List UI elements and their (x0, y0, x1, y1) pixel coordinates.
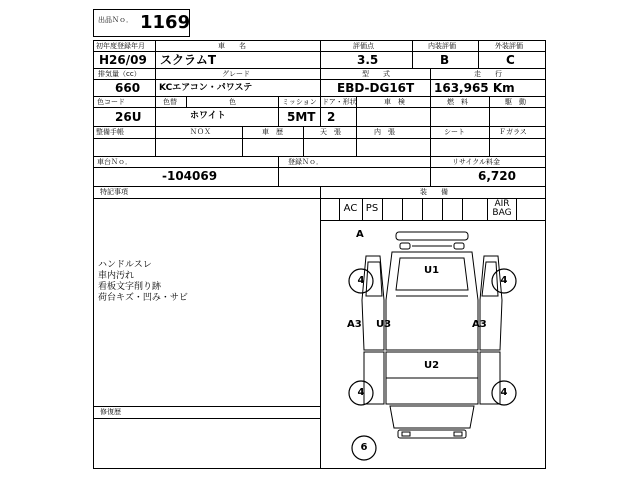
tire-rear-right-value: 4 (500, 387, 508, 398)
note-line: 荷台キズ・凹み・サビ (98, 293, 188, 303)
tire-rear-left-value: 4 (357, 387, 365, 398)
lot-number-label: 出品Ｎｏ． (98, 16, 133, 24)
nox-label: ＮＯＸ (190, 128, 211, 136)
reg-no-label: 登録Ｎｏ． (288, 158, 323, 166)
note-line: ハンドルスレ (98, 260, 152, 270)
sunroof-label: 天 張 (320, 128, 341, 136)
model-label: 車 名 (218, 42, 246, 50)
notes-label: 特記事項 (100, 188, 128, 196)
color-label: 色 (229, 98, 236, 106)
tire-front-left-value: 4 (357, 275, 365, 286)
equipment-ps: PS (365, 203, 379, 214)
grade-value: KCエアコン・パワステ (159, 83, 253, 93)
exterior-value: C (506, 53, 515, 67)
recycle-fee-label: リサイクル料金 (452, 158, 501, 166)
fuel-label: 燃 料 (447, 98, 468, 106)
spare-tire-value: 6 (360, 442, 368, 453)
score-value: 3.5 (357, 53, 379, 67)
displacement-label: 排気量（cc） (98, 70, 141, 78)
inspection-label: 車 検 (384, 98, 405, 106)
interior-label: 内装評価 (428, 42, 456, 50)
model-value: スクラムT (160, 53, 217, 67)
recycle-fee-value: 6,720 (478, 169, 516, 183)
seat-label: シート (444, 128, 465, 136)
mileage-label: 走 行 (474, 70, 502, 78)
color-value: ホワイト (190, 111, 226, 121)
note-line: 車内汚れ (98, 271, 135, 281)
grade-label: グレード (222, 70, 250, 78)
inner-label: 内 張 (374, 128, 395, 136)
equipment-ac: AC (343, 203, 358, 214)
diagram-label-u2: U2 (424, 360, 440, 371)
tire-front-right-value: 4 (500, 275, 508, 286)
equipment-airbag: AIR BAG (492, 199, 512, 218)
repair-label: 修復歴 (100, 408, 121, 416)
transmission-value: 5MT (287, 110, 316, 124)
diagram-label-a3-left: A3 (347, 319, 362, 330)
transmission-label: ミッション (282, 98, 317, 106)
exterior-label: 外装評価 (495, 42, 523, 50)
maintenance-label: 整備手帳 (96, 128, 124, 136)
first-reg-value: H26/09 (99, 53, 147, 67)
chassis-no-value: -104069 (162, 169, 218, 183)
f-glass-label: Ｆガラス (499, 128, 527, 136)
mileage-value: 163,965 Km (434, 81, 515, 95)
diagram-label-a: A (356, 229, 364, 240)
note-line: 看板文字削り跡 (98, 282, 162, 292)
type-code-label: 型 式 (362, 70, 390, 78)
interior-value: B (440, 53, 450, 67)
first-reg-label: 初年度登録年月 (96, 42, 145, 50)
diagram-label-u1: U1 (424, 265, 440, 276)
score-label: 評価点 (353, 42, 374, 50)
doors-shape-label: ドア・形状 (322, 98, 357, 106)
diagram-label-u3: U3 (376, 319, 392, 330)
drive-label: 駆 動 (505, 98, 526, 106)
equipment-label: 装 備 (420, 188, 448, 196)
type-code-value: EBD-DG16T (337, 81, 415, 95)
diagram-label-a3-right: A3 (472, 319, 487, 330)
history-label: 車 歴 (262, 128, 283, 136)
chassis-no-label: 車台Ｎｏ． (97, 158, 132, 166)
color-code-value: 26U (115, 110, 142, 124)
doors-value: 2 (327, 110, 336, 124)
lot-number-value: 1169 (140, 12, 191, 33)
displacement-value: 660 (115, 81, 141, 95)
color-code-label: 色コード (97, 98, 125, 106)
color-plate-label: 色替 (163, 98, 177, 106)
